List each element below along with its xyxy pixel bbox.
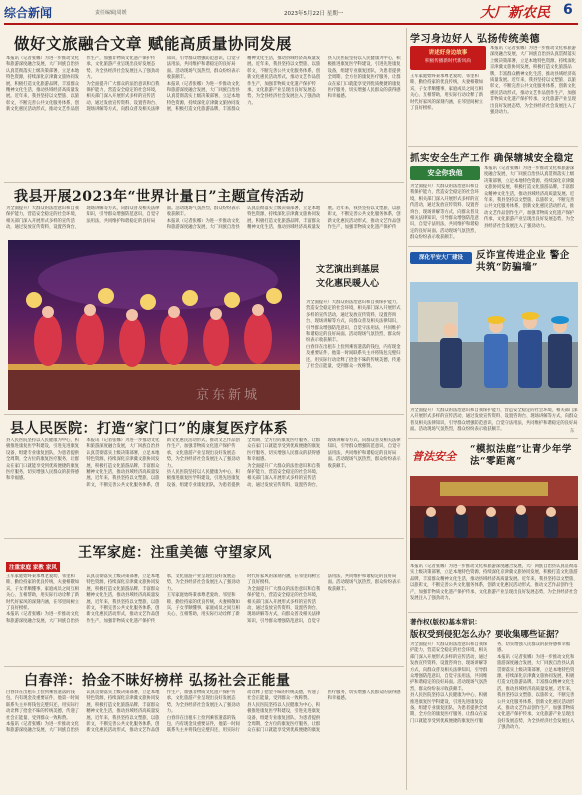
article-headline: 白春洋：拾金不昧好榜样 弘扬社会正能量 <box>24 673 291 689</box>
article-headline: 王军家庭：注重美德 守望家风 <box>78 545 272 561</box>
article-body: 本报讯（记者张娜）为进一步推动文化和旅游深度融合发展，大厂回族自治县认真贯彻落实上级决策部署，立足本地特色资源，持续深化京津冀文旅协同发展，积极打造文化旅游品牌，丰富群众精神文化生活，推动县域经济高质量发展。近年来，我县坚持以文塑旅、以旅彰文，不断完善公共文化服务体系，创新文化惠民活动形式，推动文艺作品创作生产，加强非物质文化遗产保护传承，文化旅游产业呈现出良好发展态势，为全县经济社会发展注入了强劲动力。 <box>484 166 575 229</box>
article-headline-line1: 反诈宣传进企业 警企共筑“防骗墙” <box>476 250 570 273</box>
photo-caption-line1: 文艺演出到基层 <box>316 265 380 275</box>
safety-strip-label: 安全你我他 <box>427 169 463 177</box>
photo-caption-body: 为全面提升广大群众的法治意识和自我保护能力，营造安全稳定的社会环境，相关部门深入开展形式多样的宣传活动，通过发放宣传资料、设置咨询台、现场讲解等方式，向群众普及相关法律知识，引导群众增强防范意识，自觉守法用法，共同维护和谐稳定的良好局面。活动现场气氛热烈，群众纷纷表示收获颇丰。 白春洋在出租车上捡到乘客遗落的钱包，内有现金及重要证件，他第一时间联系失主并将钱包完璧归还，用实际行动诠释了拾金不昧的传统美德，传递了社会正能量，受到群众一致称赞。 <box>306 300 401 370</box>
photo-watermark: 京东新城 <box>196 388 261 403</box>
safety-strip <box>410 166 480 180</box>
peace-strip-label: 深化平安大厂建设 <box>418 255 463 261</box>
photo-caption-line2: 文化惠民暖人心 <box>316 279 380 289</box>
editor-credit: 责任编辑|周媛 <box>95 10 127 16</box>
issue-date: 2023年5月22日 星期一 <box>284 11 344 17</box>
legal-badge: 普法安全 <box>412 450 456 463</box>
article-headline: 做好文旅融合文章 赋能高质量协同发展 <box>14 34 292 53</box>
mock-court-photo <box>410 476 578 560</box>
page-number: 6 <box>563 2 573 18</box>
banner-line1: 讲述好身边故事 <box>428 50 468 56</box>
courtroom-graphic <box>410 476 578 560</box>
paper-name: 大厂新农民 <box>480 5 550 21</box>
column-divider <box>406 28 407 790</box>
article-body: 为全面提升广大群众的法治意识和自我保护能力，营造安全稳定的社会环境，相关部门深入开展形式多样的宣传活动，通过发放宣传资料、设置咨询台、现场讲解等方式，向群众普及相关法律知识，引导群众增强防范意识，自觉守法用法，共同维护和谐稳定的良好局面。活动现场气氛热烈，群众纷纷表示收获颇丰。 <box>410 184 479 241</box>
article-body: 本报讯（记者张娜）为进一步推动文化和旅游深度融合发展，大厂回族自治县认真贯彻落实上级决策部署，立足本地特色资源，持续深化京津冀文旅协同发展，积极打造文化旅游品牌，丰富群众精神文化生活，推动县域经济高质量发展。近年来，我县坚持以文塑旅、以旅彰文，不断完善公共文化服务体系，创新文化惠民活动形式，推动文艺作品创作生产，加强非物质文化遗产保护传承，文化旅游产业呈现出良好发展态势，为全县经济社会发展注入了强劲动力。 <box>490 46 576 116</box>
performance-photo <box>8 240 300 410</box>
article-headline: 学习身边好人 弘扬传统美德 <box>410 34 540 45</box>
article-subheadline: 版权受到侵犯怎么办？要收集哪些证据？ <box>410 630 564 640</box>
section-divider <box>4 414 404 415</box>
police-officers-graphic <box>410 282 578 404</box>
section-divider <box>4 538 404 539</box>
peace-strip <box>410 252 472 264</box>
article-body: 王军家庭始终秉承尊老爱幼、邻里和睦、勤俭持家的优良传统，夫妻相敬如宾，子女孝顺懂事，家庭成员之间互相关心、互相帮助，用实际行动诠释了新时代好家风的深刻内涵，在邻里间树立了良好榜样。 本报讯（记者张娜）为进一步推动文化和旅游深度融合发展，大厂回族自治县认真贯彻落实上级决策部署，立足本地特色资源，持续深化京津冀文旅协同发展，积极打造文化旅游品牌，丰富群众精神文化生活，推动县域经济高质量发展。近年来，我县坚持以文塑旅、以旅彰文，不断完善公共文化服务体系，创新文化惠民活动形式，推动文艺作品创作生产，加强非物质文化遗产保护传承，文化旅游产业呈现出良好发展态势，为全县经济社会发展注入了强劲动力。 王军家庭始终秉承尊老爱幼、邻里和睦、勤俭持家的优良传统，夫妻相敬如宾，子女孝顺懂事，家庭成员之间互相关心、互相帮助，用实际行动诠释了新时代好家风的深刻内涵，在邻里间树立了良好榜样。 为全面提升广大群众的法治意识和自我保护能力，营造安全稳定的社会环境，相关部门深入开展形式多样的宣传活动，通过发放宣传资料、设置咨询台、现场讲解等方式，向群众普及相关法律知识，引导群众增强防范意识，自觉守法用法，共同维护和谐稳定的良好局面。活动现场气氛热烈，群众纷纷表示收获颇丰。 <box>6 574 401 624</box>
article-headline: “模拟法庭”让青少年学法“零距离” <box>470 444 572 467</box>
section-divider <box>408 612 578 613</box>
section-divider <box>4 666 404 667</box>
article-body: 为全面提升广大群众的法治意识和自我保护能力，营造安全稳定的社会环境，相关部门深入开展形式多样的宣传活动，通过发放宣传资料、设置咨询台、现场讲解等方式，向群众普及相关法律知识，引导群众增强防范意识，自觉守法用法，共同维护和谐稳定的良好局面。活动现场气氛热烈，群众纷纷表示收获颇丰。 县人民医院坚持以人民健康为中心，积极推进康复医学科建设，引进先进康复设备，组建专业康复团队，为患者提供全周期、全方位的康复医疗服务，让群众在家门口就能享受到优质便捷的康复医疗服务，切实增强人民群众的获得感和幸福感。 本报讯（记者张娜）为进一步推动文化和旅游深度融合发展，大厂回族自治县认真贯彻落实上级决策部署，立足本地特色资源，持续深化京津冀文旅协同发展，积极打造文化旅游品牌，丰富群众精神文化生活，推动县域经济高质量发展。近年来，我县坚持以文塑旅、以旅彰文，不断完善公共文化服务体系，创新文化惠民活动形式，推动文艺作品创作生产，加强非物质文化遗产保护传承，文化旅游产业呈现出良好发展态势，为全县经济社会发展注入了强劲动力。 <box>410 642 575 731</box>
section-title: 综合新闻 <box>4 6 53 20</box>
photo-credit: 东 <box>570 429 575 434</box>
article-headline: 抓实安全生产工作 确保辖城安全稳定 <box>410 153 574 164</box>
anti-fraud-photo <box>410 282 578 404</box>
article-body: 为全面提升广大群众的法治意识和自我保护能力，营造安全稳定的社会环境，相关部门深入开展形式多样的宣传活动，通过发放宣传资料、设置咨询台、现场讲解等方式，向群众普及相关法律知识，引导群众增强防范意识，自觉守法用法，共同维护和谐稳定的良好局面。活动现场气氛热烈，群众纷纷表示收获颇丰。 <box>410 408 578 433</box>
page-header <box>0 0 582 24</box>
section-divider <box>408 246 578 247</box>
section-divider <box>408 146 578 147</box>
virtue-banner <box>410 46 486 70</box>
article-headline: 著作权(版权)基本常识： <box>410 618 481 626</box>
article-body: 白春洋在出租车上捡到乘客遗落的钱包，内有现金及重要证件，他第一时间联系失主并将钱包完璧归还，用实际行动诠释了拾金不昧的传统美德，传递了社会正能量，受到群众一致称赞。 本报讯（记者张娜）为进一步推动文化和旅游深度融合发展，大厂回族自治县认真贯彻落实上级决策部署，立足本地特色资源，持续深化京津冀文旅协同发展，积极打造文化旅游品牌，丰富群众精神文化生活，推动县域经济高质量发展。近年来，我县坚持以文塑旅、以旅彰文，不断完善公共文化服务体系，创新文化惠民活动形式，推动文艺作品创作生产，加强非物质文化遗产保护传承，文化旅游产业呈现出良好发展态势，为全县经济社会发展注入了强劲动力。 白春洋在出租车上捡到乘客遗落的钱包，内有现金及重要证件，他第一时间联系失主并将钱包完璧归还，用实际行动诠释了拾金不昧的传统美德，传递了社会正能量，受到群众一致称赞。 县人民医院坚持以人民健康为中心，积极推进康复医学科建设，引进先进康复设备，组建专业康复团队，为患者提供全周期、全方位的康复医疗服务，让群众在家门口就能享受到优质便捷的康复医疗服务，切实增强人民群众的获得感和幸福感。 <box>6 690 401 734</box>
article-body: 本报讯（记者张娜）为进一步推动文化和旅游深度融合发展，大厂回族自治县认真贯彻落实上级决策部署，立足本地特色资源，持续深化京津冀文旅协同发展，积极打造文化旅游品牌，丰富群众精神文化生活，推动县域经济高质量发展。近年来，我县坚持以文塑旅、以旅彰文，不断完善公共文化服务体系，创新文化惠民活动形式，推动文艺作品创作生产，加强非物质文化遗产保护传承，文化旅游产业呈现出良好发展态势，为全县经济社会发展注入了强劲动力。 为全面提升广大群众的法治意识和自我保护能力，营造安全稳定的社会环境，相关部门深入开展形式多样的宣传活动，通过发放宣传资料、设置咨询台、现场讲解等方式，向群众普及相关法律知识，引导群众增强防范意识，自觉守法用法，共同维护和谐稳定的良好局面。活动现场气氛热烈，群众纷纷表示收获颇丰。 本报讯（记者张娜）为进一步推动文化和旅游深度融合发展，大厂回族自治县认真贯彻落实上级决策部署，立足本地特色资源，持续深化京津冀文旅协同发展，积极打造文化旅游品牌，丰富群众精神文化生活，推动县域经济高质量发展。近年来，我县坚持以文塑旅、以旅彰文，不断完善公共文化服务体系，创新文化惠民活动形式，推动文艺作品创作生产，加强非物质文化遗产保护传承，文化旅游产业呈现出良好发展态势，为全县经济社会发展注入了强劲动力。 县人民医院坚持以人民健康为中心，积极推进康复医学科建设，引进先进康复设备，组建专业康复团队，为患者提供全周期、全方位的康复医疗服务，让群众在家门口就能享受到优质便捷的康复医疗服务，切实增强人民群众的获得感和幸福感。 <box>6 56 401 113</box>
article-body: 为全面提升广大群众的法治意识和自我保护能力，营造安全稳定的社会环境，相关部门深入开展形式多样的宣传活动，通过发放宣传资料、设置咨询台、现场讲解等方式，向群众普及相关法律知识，引导群众增强防范意识，自觉守法用法，共同维护和谐稳定的良好局面。活动现场气氛热烈，群众纷纷表示收获颇丰。 本报讯（记者张娜）为进一步推动文化和旅游深度融合发展，大厂回族自治县认真贯彻落实上级决策部署，立足本地特色资源，持续深化京津冀文旅协同发展，积极打造文化旅游品牌，丰富群众精神文化生活，推动县域经济高质量发展。近年来，我县坚持以文塑旅、以旅彰文，不断完善公共文化服务体系，创新文化惠民活动形式，推动文艺作品创作生产，加强非物质文化遗产保护传 <box>6 206 401 231</box>
section-divider <box>408 438 578 439</box>
article-body: 本报讯（记者张娜）为进一步推动文化和旅游深度融合发展，大厂回族自治县认真贯彻落实上级决策部署，立足本地特色资源，持续深化京津冀文旅协同发展，积极打造文化旅游品牌，丰富群众精神文化生活，推动县域经济高质量发展。近年来，我县坚持以文塑旅、以旅彰文，不断完善公共文化服务体系，创新文化惠民活动形式，推动文艺作品创作生产，加强非物质文化遗产保护传承，文化旅游产业呈现出良好发展态势，为全县经济社会发展注入了强劲动力。 <box>410 564 578 602</box>
banner-line2: 积极传播新时代新风尚 <box>425 59 471 64</box>
section-divider <box>4 182 404 183</box>
header-rule <box>4 23 578 25</box>
family-tag: 注重家庭 家教 家风 <box>6 562 60 572</box>
article-body: 王军家庭始终秉承尊老爱幼、邻里和睦、勤俭持家的优良传统，夫妻相敬如宾，子女孝顺懂事，家庭成员之间互相关心、互相帮助，用实际行动诠释了新时代好家风的深刻内涵，在邻里间树立了良好榜样。 <box>410 74 484 112</box>
article-headline: 县人民医院：打造“家门口”的康复医疗体系 <box>10 421 289 437</box>
article-headline: 我县开展2023年“世界计量日”主题宣传活动 <box>14 189 305 205</box>
article-body: 县人民医院坚持以人民健康为中心，积极推进康复医学科建设，引进先进康复设备，组建专业康复团队，为患者提供全周期、全方位的康复医疗服务，让群众在家门口就能享受到优质便捷的康复医疗服务，切实增强人民群众的获得感和幸福感。 本报讯（记者张娜）为进一步推动文化和旅游深度融合发展，大厂回族自治县认真贯彻落实上级决策部署，立足本地特色资源，持续深化京津冀文旅协同发展，积极打造文化旅游品牌，丰富群众精神文化生活，推动县域经济高质量发展。近年来，我县坚持以文塑旅、以旅彰文，不断完善公共文化服务体系，创新文化惠民活动形式，推动文艺作品创作生产，加强非物质文化遗产保护传承，文化旅游产业呈现出良好发展态势，为全县经济社会发展注入了强劲动力。 县人民医院坚持以人民健康为中心，积极推进康复医学科建设，引进先进康复设备，组建专业康复团队，为患者提供全周期、全方位的康复医疗服务，让群众在家门口就能享受到优质便捷的康复医疗服务，切实增强人民群众的获得感和幸福感。 为全面提升广大群众的法治意识和自我保护能力，营造安全稳定的社会环境，相关部门深入开展形式多样的宣传活动，通过发放宣传资料、设置咨询台、现场讲解等方式，向群众普及相关法律知识，引导群众增强防范意识，自觉守法用法，共同维护和谐稳定的良好局面。活动现场气氛热烈，群众纷纷表示收获颇丰。 <box>6 438 401 488</box>
